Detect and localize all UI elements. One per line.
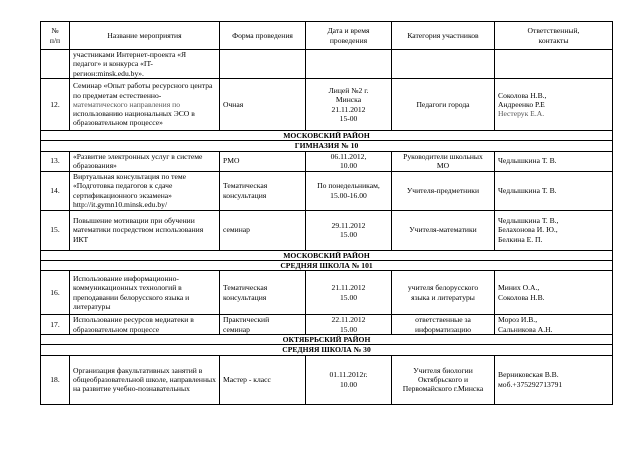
section-title: МОСКОВСКИЙ РАЙОН — [41, 250, 613, 260]
section-row — [41, 335, 613, 345]
section-title: ГИМНАЗИЯ № 10 — [41, 141, 613, 151]
section-row — [41, 141, 613, 151]
section-title: ОКТЯБРЬСКИЙ РАЙОН — [41, 335, 613, 345]
row-datetime: Лицей №2 г. Минска 21.11.2012 15-00 — [306, 79, 392, 131]
table-row — [41, 271, 613, 315]
row-form: Мастер - класс — [220, 355, 306, 404]
table-row — [41, 355, 613, 404]
row-responsible — [495, 79, 613, 131]
row-num: 12. — [41, 79, 70, 131]
row-category — [392, 50, 495, 79]
row-name: Организация факультативных занятий в общеобразовательной школе, направленных на развитие учебно-познавательных — [70, 355, 220, 404]
header-category: Категория участников — [392, 22, 495, 50]
header-responsible: Ответственный, контакты — [495, 22, 613, 50]
row-name: «Развитие электронных услуг в системе образования» — [70, 151, 220, 171]
row-form: Тематическая консультация — [220, 171, 306, 210]
events-table — [40, 21, 613, 405]
row-category: Учителя-предметники — [392, 171, 495, 210]
row-name-main: Семинар «Опыт работы ресурсного центра по предметам естественно- — [73, 81, 213, 100]
row-name-rest: использованию национальных ЭСО в образовательном процессе» — [73, 109, 195, 128]
row-category: Педагоги города — [392, 79, 495, 131]
table-row — [41, 210, 613, 250]
row-num: 15. — [41, 210, 70, 250]
row-datetime: 22.11.2012 15.00 — [306, 315, 392, 335]
table-row — [41, 50, 613, 79]
row-form: РМО — [220, 151, 306, 171]
row-category: ответственные за информатизацию — [392, 315, 495, 335]
row-datetime: 01.11.2012г. 10.00 — [306, 355, 392, 404]
row-form: Очная — [220, 79, 306, 131]
row-num: 16. — [41, 271, 70, 315]
row-num: 14. — [41, 171, 70, 210]
table-row — [41, 79, 613, 131]
row-num — [41, 50, 70, 79]
row-datetime: 06.11.2012, 10.00 — [306, 151, 392, 171]
row-num: 18. — [41, 355, 70, 404]
row-category: Руководители школьных МО — [392, 151, 495, 171]
row-responsible: Чедлышкина Т. В. — [495, 151, 613, 171]
row-responsible: Мороз И.В., Сальникова А.Н. — [495, 315, 613, 335]
row-form: Практический семинар — [220, 315, 306, 335]
row-form — [220, 50, 306, 79]
row-responsible: Чедлышкина Т. В. — [495, 171, 613, 210]
section-row — [41, 131, 613, 141]
table-row — [41, 151, 613, 171]
row-responsible-main: Соколова Н.В., Андреенко Р.Е — [498, 90, 547, 109]
header-datetime: Дата и время проведения — [306, 22, 392, 50]
row-category: учителя белорусского языка и литературы — [392, 271, 495, 315]
row-datetime: 29.11.2012 15.00 — [306, 210, 392, 250]
row-datetime — [306, 50, 392, 79]
row-responsible: Миних О.А., Соколова Н.В. — [495, 271, 613, 315]
section-title: МОСКОВСКИЙ РАЙОН — [41, 131, 613, 141]
row-name — [70, 79, 220, 131]
section-title: СРЕДНЯЯ ШКОЛА № 30 — [41, 345, 613, 355]
row-name: Использование информационно-коммуникационных технологий в преподавании белорусского языка и литературы — [70, 271, 220, 315]
row-responsible: Чедлышкина Т. В., Белахонова И. Ю., Белкина Е. П. — [495, 210, 613, 250]
row-category: Учителя биологии Октябрьского и Первомайского г.Минска — [392, 355, 495, 404]
section-row — [41, 345, 613, 355]
row-name: Использование ресурсов медиатеки в образовательном процессе — [70, 315, 220, 335]
header-name: Название мероприятия — [70, 22, 220, 50]
table-row — [41, 171, 613, 210]
row-name-faint: математического направления по — [73, 99, 180, 109]
row-num: 13. — [41, 151, 70, 171]
row-datetime: По понедельникам, 15.00-16.00 — [306, 171, 392, 210]
row-category: Учителя-математики — [392, 210, 495, 250]
row-name: Повышение мотивации при обучении математики посредством использования ИКТ — [70, 210, 220, 250]
table-header-row — [41, 22, 613, 50]
section-title: СРЕДНЯЯ ШКОЛА № 101 — [41, 260, 613, 270]
row-name: участниками Интернет-проекта «Я педагог» и конкурса «IT-регион:minsk.edu.by». — [70, 50, 220, 79]
row-name: Виртуальная консультация по теме «Подготовка педагогов к сдаче сертификационного экзамена» http://it.gymn10.minsk.edu.by/ — [70, 171, 220, 210]
row-form: Тематическая консультация — [220, 271, 306, 315]
section-row — [41, 250, 613, 260]
table-row — [41, 315, 613, 335]
section-row — [41, 260, 613, 270]
row-responsible: Верниковская В.В. моб.+375292713791 — [495, 355, 613, 404]
header-form: Форма проведения — [220, 22, 306, 50]
row-responsible-faint: Нестерук Е.А. — [498, 109, 545, 119]
row-datetime: 21.11.2012 15.00 — [306, 271, 392, 315]
row-num: 17. — [41, 315, 70, 335]
row-form: семинар — [220, 210, 306, 250]
header-num: № п/п — [41, 22, 70, 50]
row-responsible — [495, 50, 613, 79]
